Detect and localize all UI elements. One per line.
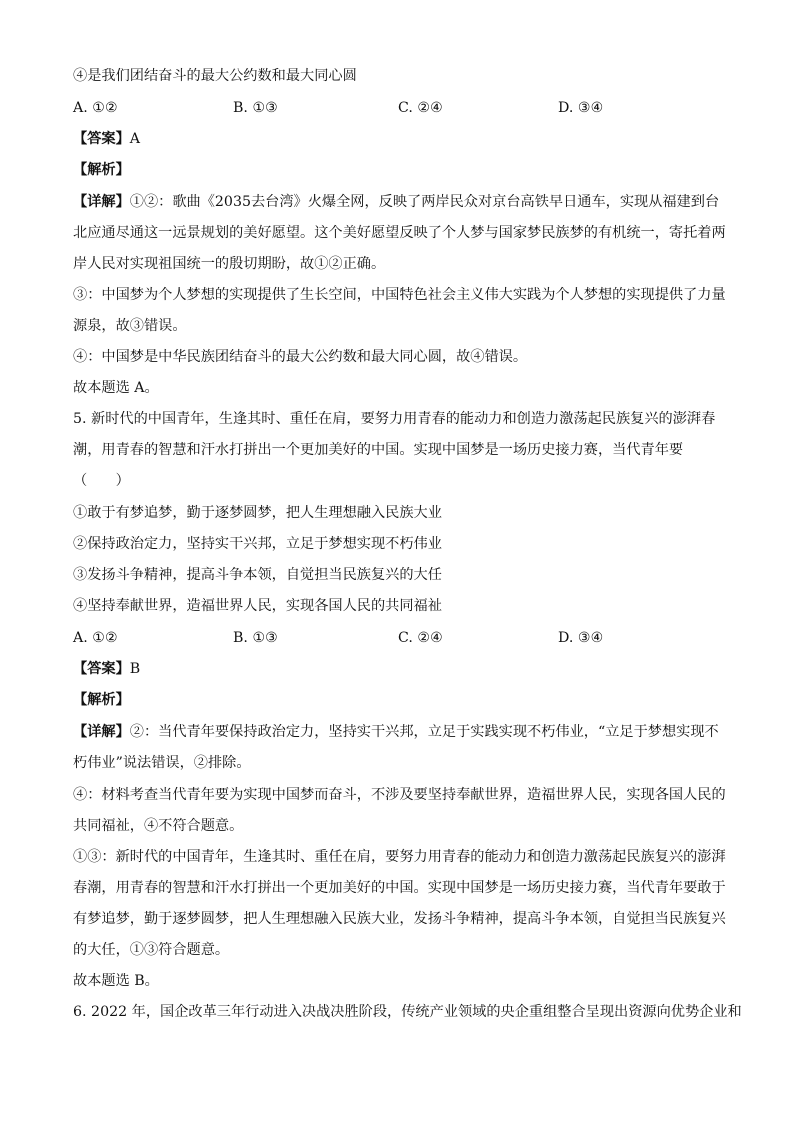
q5-detail-line: 共同福祉，④不符合题意。	[73, 818, 244, 834]
q5-stem-line: 5. 新时代的中国青年，生逢其时、重任在肩，要努力用青春的能动力和创造力激荡起民族复兴的澎湃春	[73, 411, 716, 427]
q5-conclusion: 故本题选 B。	[73, 973, 159, 989]
q4-detail-line: ③：中国梦为个人梦想的实现提供了生长空间，中国特色社会主义伟大实践为个人梦想的实现提供了力量	[73, 287, 726, 303]
q5-item-1: ①敢于有梦追梦，勤于逐梦圆梦，把人生理想融入民族大业	[73, 505, 442, 521]
detail-label: 【详解】	[73, 724, 130, 740]
q4-detail-line: 北应通尽通这一远景规划的美好愿望。这个美好愿望反映了个人梦与国家梦民族梦的有机统一，寄托着两	[73, 225, 726, 241]
q4-analysis-label: 【解析】	[73, 162, 130, 178]
q4-detail-line: 源泉，故③错误。	[73, 318, 187, 334]
answer-label: 【答案】	[73, 131, 130, 147]
q5-item-4: ④坚持奉献世界，造福世界人民，实现各国人民的共同福祉	[73, 598, 442, 614]
q4-conclusion: 故本题选 A。	[73, 380, 159, 396]
q5-option-b: B. ①③	[233, 630, 278, 646]
detail-label: 【详解】	[73, 194, 130, 210]
q4-answer	[73, 129, 140, 149]
q5-option-c: C. ②④	[398, 630, 443, 646]
q5-detail-line: 春潮，用青春的智慧和汗水打拼出一个更加美好的中国。实现中国梦是一场历史接力赛，当代青年要敢于	[73, 880, 726, 896]
q5-detail-line: 朽伟业”说法错误，②排除。	[73, 755, 251, 771]
q4-item-4: ④是我们团结奋斗的最大公约数和最大同心圆	[73, 68, 357, 84]
q5-detail-line: 有梦追梦，勤于逐梦圆梦，把人生理想融入民族大业，发扬斗争精神，提高斗争本领，自觉担当民族复兴	[73, 911, 726, 927]
q5-answer	[73, 659, 140, 679]
q6-stem-line: 6. 2022 年，国企改革三年行动进入决战决胜阶段，传统产业领域的央企重组整合呈现出资源向优势企业和	[73, 1004, 742, 1020]
q5-item-2: ②保持政治定力，坚持实干兴邦，立足于梦想实现不朽伟业	[73, 536, 442, 552]
q4-option-a: A. ①②	[73, 100, 118, 116]
q4-option-b: B. ①③	[233, 100, 278, 116]
answer-value: B	[129, 661, 141, 677]
q5-blank: （ ）	[73, 473, 130, 489]
q5-detail-line: 【详解】②：当代青年要保持政治定力，坚持实干兴邦，立足于实践实现不朽伟业，“立足于梦想实现不	[73, 724, 719, 740]
answer-label: 【答案】	[73, 661, 130, 677]
q5-stem-line: 潮，用青春的智慧和汗水打拼出一个更加美好的中国。实现中国梦是一场历史接力赛，当代青年要	[73, 442, 684, 458]
q5-detail-line: ①③：新时代的中国青年，生逢其时、重任在肩，要努力用青春的能动力和创造力激荡起民族复兴的澎湃	[73, 849, 726, 865]
q5-detail-line: 的大任，①③符合题意。	[73, 942, 230, 958]
answer-value: A	[129, 131, 141, 147]
q5-option-a: A. ①②	[73, 630, 118, 646]
q5-detail-line: ④：材料考查当代青年要为实现中国梦而奋斗，不涉及要坚持奉献世界，造福世界人民，实现各国人民的	[73, 787, 726, 803]
q5-item-3: ③发扬斗争精神，提高斗争本领，自觉担当民族复兴的大任	[73, 567, 442, 583]
q5-analysis-label: 【解析】	[73, 692, 130, 708]
q4-option-d: D. ③④	[558, 100, 604, 116]
q4-option-c: C. ②④	[398, 100, 443, 116]
q4-detail-line: ④：中国梦是中华民族团结奋斗的最大公约数和最大同心圆，故④错误。	[73, 349, 528, 365]
q5-option-d: D. ③④	[558, 630, 604, 646]
q4-detail-line: 【详解】①②：歌曲《2035去台湾》火爆全网，反映了两岸民众对京台高铁早日通车，实现从福建到台	[73, 194, 720, 210]
q4-detail-line: 岸人民对实现祖国统一的殷切期盼，故①②正确。	[73, 256, 386, 272]
